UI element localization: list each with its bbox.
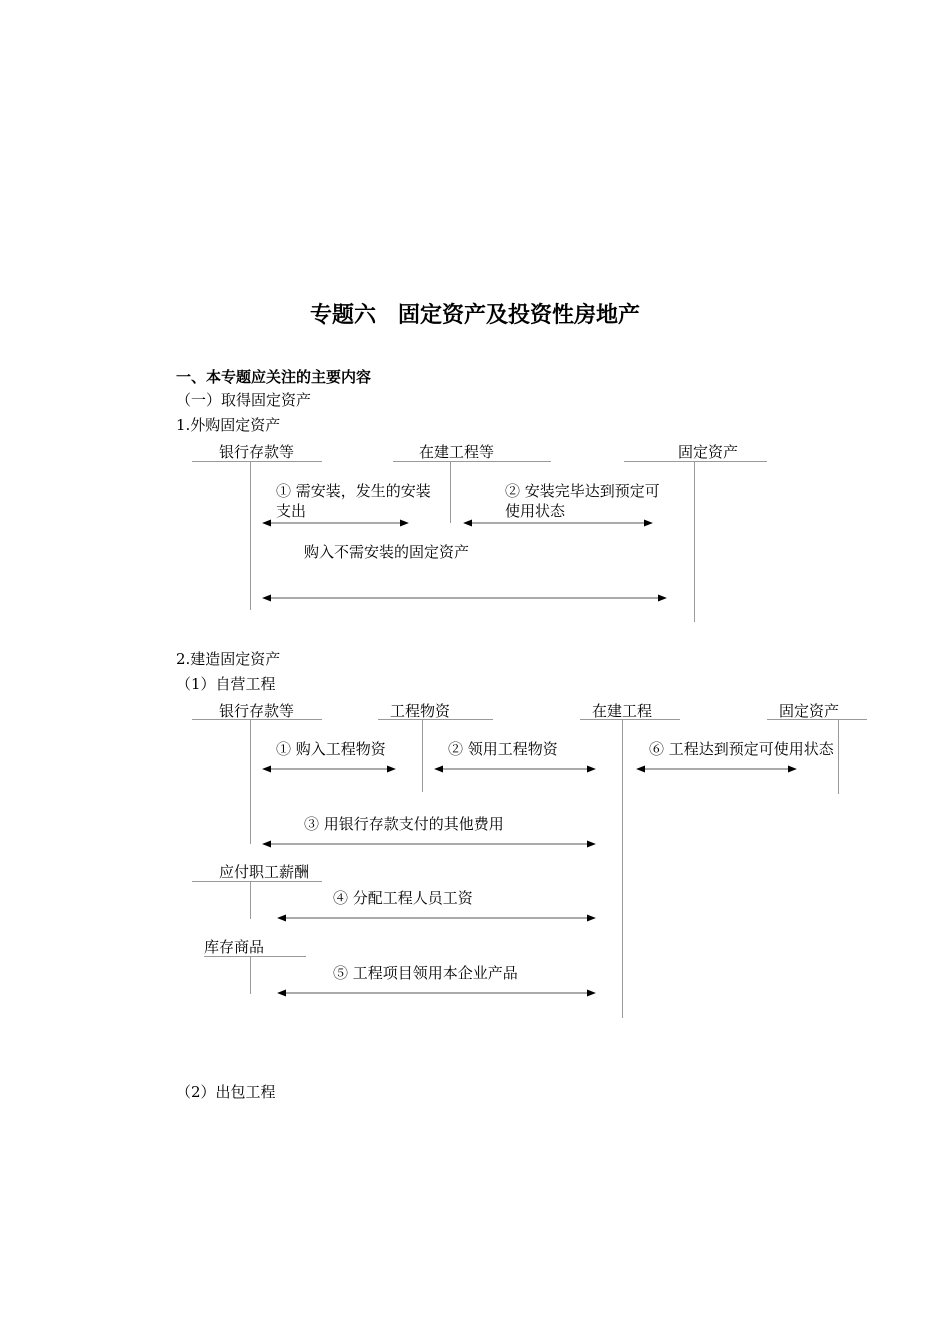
account-bank-deposit: 银行存款等 [219,443,295,461]
flow-label-other-costs: ③ 用银行存款支付的其他费用 [304,815,504,833]
subsection-heading: （一）取得固定资产 [176,391,312,409]
item-heading-construction: 2.建造固定资产 [176,650,281,668]
account-payroll-payable: 应付职工薪酬 [219,863,310,881]
flow-label-installation: ① 需安装，发生的安装支出 [276,482,431,520]
flow-label-buy-materials: ① 购入工程物资 [276,740,386,758]
flow-label-ready-for-use: ② 安装完毕达到预定可使用状态 [505,482,660,520]
page-title: 专题六 固定资产及投资性房地产 [309,303,640,328]
account-fixed-assets: 固定资产 [779,702,840,720]
account-inventory: 库存商品 [204,938,265,956]
item-heading-purchase: 1.外购固定资产 [176,416,281,434]
account-fixed-assets: 固定资产 [678,443,739,461]
subitem-self-construction: （1）自营工程 [176,675,276,693]
section-heading: 一、本专题应关注的主要内容 [176,368,372,386]
account-engineering-materials: 工程物资 [390,702,451,720]
flow-label-ready-for-use: ⑥ 工程达到预定可使用状态 [649,740,834,758]
flow-label-no-installation: 购入不需安装的固定资产 [304,543,470,561]
flow-label-staff-wages: ④ 分配工程人员工资 [333,889,473,907]
flow-label-own-products: ⑤ 工程项目领用本企业产品 [333,964,518,982]
subitem-contracted-construction: （2）出包工程 [176,1083,276,1101]
flow-label-use-materials: ② 领用工程物资 [448,740,558,758]
account-construction-in-progress: 在建工程 [592,702,653,720]
account-bank-deposit: 银行存款等 [219,702,295,720]
account-construction-in-progress: 在建工程等 [419,443,495,461]
